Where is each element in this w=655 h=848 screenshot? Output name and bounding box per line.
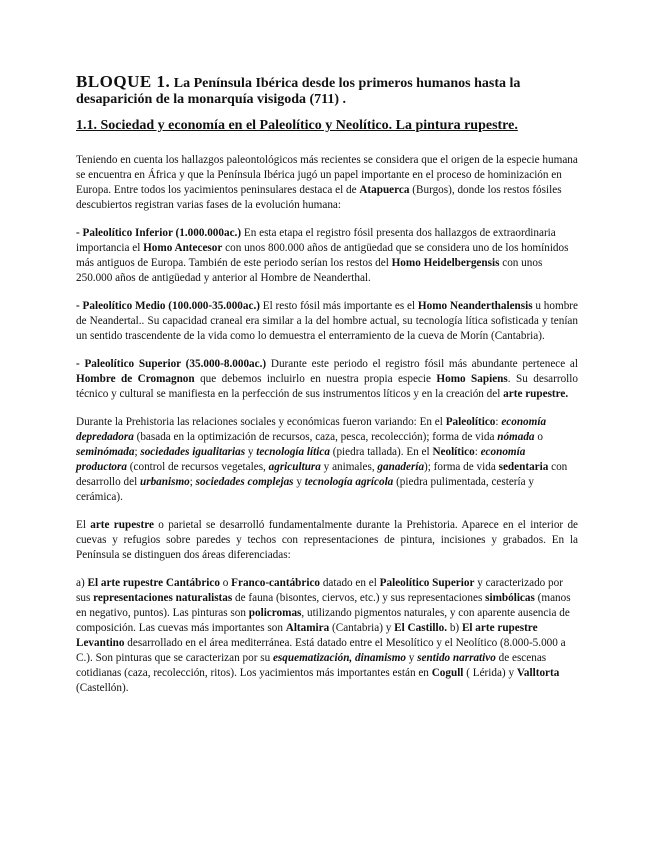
bold-term: seminómada (76, 446, 135, 458)
text-run: y (406, 652, 418, 664)
bold-term: El arte rupestre Levantino (76, 622, 538, 649)
bold-term: simbólicas (485, 592, 535, 604)
bold-term: Homo Sapiens (436, 373, 508, 385)
text-run: El resto fósil más importante es el (259, 300, 418, 312)
bold-term: sentido narrativo (417, 652, 496, 664)
text-run: a) (76, 577, 88, 589)
text-run: Durante la Prehistoria las relaciones sociales y económicas fueron variando: En el (76, 416, 446, 428)
text-run: con unos 800.000 años de antigüedad que se considera uno de los homínidos más antiguos de Europa. También de este periodo serían los restos del (76, 242, 569, 269)
bold-term: Paleolítico Superior (379, 577, 475, 589)
bold-term: Altamira (285, 622, 330, 634)
text-run: b) (447, 622, 462, 634)
bold-term: nómada (497, 431, 535, 443)
section-heading: 1.1. Sociedad y economía en el Paleolítico y Neolítico. La pintura rupestre. (76, 118, 518, 133)
text-run: y (293, 476, 305, 488)
text-run: datado en el (320, 577, 380, 589)
bold-term: Paleolítico (445, 416, 496, 428)
bold-term: esquematización, dinamismo (272, 652, 406, 664)
text-run: con desarrollo del (76, 461, 568, 488)
text-run: de fauna (bisontes, ciervos, etc.) y sus representaciones (232, 592, 486, 604)
bold-term: sociedades complejas (195, 476, 294, 488)
text-run: (Burgos), donde los restos fósiles descubiertos registran varias fases de la evolución humana: (76, 184, 562, 211)
text-run: : (474, 446, 481, 458)
bold-term: - Paleolítico Medio (100.000-35.000ac.) (76, 300, 260, 312)
bold-term: Hombre de Cromagnon (76, 373, 195, 385)
bold-term: Cogull (431, 667, 464, 679)
bold-term: El Castillo. (394, 622, 448, 634)
text-run: y (245, 446, 257, 458)
text-run: y animales, (320, 461, 378, 473)
bold-term: - Paleolítico Inferior (1.000.000ac.) (76, 227, 242, 239)
text-run: u hombre de Neandertal.. Su capacidad craneal era similar a la del hombre actual, su tecnología lítica sofisticada y tenían un sentido trascendente de la vida como lo demuestra el enterramiento de la cueva de Morín (Cantabria). (76, 300, 578, 342)
bold-term: Atapuerca (359, 184, 410, 196)
text-run: Teniendo en cuenta los hallazgos paleontológicos más recientes se considera que el origen de la especie humana se encuentra en África y que la Península Ibérica jugó un papel importante en el proceso de hominización en Europa. Entre todos los yacimientos peninsulares destaca el de (76, 154, 578, 196)
text-run: que debemos incluirlo en nuestra propia especie (194, 373, 437, 385)
bold-term: tecnología lítica (256, 446, 330, 458)
text-run: o (534, 431, 543, 443)
bold-term: - Paleolítico Superior (35.000-8.000ac.) (76, 358, 267, 370)
areas-paragraph (76, 576, 578, 696)
text-run: (Castellón). (76, 682, 129, 694)
text-run: (Cantabria) y (329, 622, 395, 634)
text-run: . Su desarrollo técnico y cultural se manifiesta en la perfección de sus instrumentos líticos y en la creación del (76, 373, 578, 400)
paleolitico-inferior-paragraph (76, 226, 578, 286)
arte-rupestre-paragraph (76, 518, 578, 563)
title-rest: La Península Ibérica desde los primeros humanos hasta la desaparición de la monarquía visigoda (711) . (76, 76, 521, 107)
bold-term: policromas (248, 607, 302, 619)
text-run: o (219, 577, 232, 589)
text-run: ; (189, 476, 196, 488)
bold-term: economía productora (76, 446, 526, 473)
text-run: , utilizando pigmentos naturales, y con aparente ausencia de composición. Las cuevas más importantes son (76, 607, 570, 634)
text-run: En esta etapa el registro fósil presenta dos hallazgos de extraordinaria importancia el (76, 227, 556, 254)
text-run: ); forma de vida (424, 461, 499, 473)
bold-term: tecnología agrícola (304, 476, 394, 488)
bold-term: Franco-cantábrico (231, 577, 321, 589)
text-run: con unos 250.000 años de antigüedad y anterior al Hombre de Neanderthal. (76, 257, 543, 284)
text-run: Durante este periodo el registro fósil más abundante pertenece al (266, 358, 579, 370)
intro-paragraph (76, 153, 578, 213)
document-title (76, 74, 578, 108)
title-prefix: BLOQUE 1. (76, 72, 171, 91)
bold-term: sociedades igualitarias (140, 446, 246, 458)
paleolitico-superior-paragraph (76, 357, 578, 402)
text-run: (basada en la optimización de recursos, caza, pesca, recolección); forma de vida (133, 431, 498, 443)
text-run: (control de recursos vegetales, (126, 461, 269, 473)
bold-term: ganadería (377, 461, 425, 473)
prehistoria-paragraph (76, 415, 578, 505)
text-run: y caracterizado por sus (76, 577, 563, 604)
text-run: ( Lérida) y (463, 667, 517, 679)
text-run: de escenas cotidianas (caza, recolección, ritos). Los yacimientos más importantes están en (76, 652, 547, 679)
document-page (76, 74, 578, 709)
text-run: (manos en negativo, puntos). Las pinturas son (76, 592, 571, 619)
bold-term: urbanismo (140, 476, 190, 488)
text-run: (piedra pulimentada, cestería y cerámica). (76, 476, 534, 503)
bold-term: arte rupestre (90, 519, 154, 531)
bold-term: sedentaria (498, 461, 549, 473)
bold-term: El arte rupestre Cantábrico (87, 577, 220, 589)
bold-term: economía depredadora (76, 416, 547, 443)
bold-term: agricultura (268, 461, 321, 473)
paleolitico-medio-paragraph (76, 299, 578, 344)
text-run: : (495, 416, 502, 428)
bold-term: Valltorta (516, 667, 560, 679)
bold-term: Homo Heidelbergensis (391, 257, 500, 269)
bold-term: Homo Neanderthalensis (417, 300, 533, 312)
text-run: ; (134, 446, 141, 458)
text-run: (piedra tallada). En el (329, 446, 433, 458)
text-run: El (76, 519, 91, 531)
text-run: o parietal se desarrolló fundamentalmente durante la Prehistoria. Aparece en el interior de cuevas y refugios sobre paredes y techos con representaciones de pintura, incisiones y grabados. En la Península se distinguen dos áreas diferenciadas: (76, 519, 579, 561)
bold-term: representaciones naturalistas (93, 592, 233, 604)
bold-term: arte rupestre. (503, 388, 569, 400)
bold-term: Neolítico (432, 446, 475, 458)
bold-term: Homo Antecesor (143, 242, 223, 254)
text-run: desarrollado en el área mediterránea. Está datado entre el Mesolítico y el Neolítico (8.000-5.000 a C.). Son pinturas que se caracterizan por su (76, 637, 566, 664)
